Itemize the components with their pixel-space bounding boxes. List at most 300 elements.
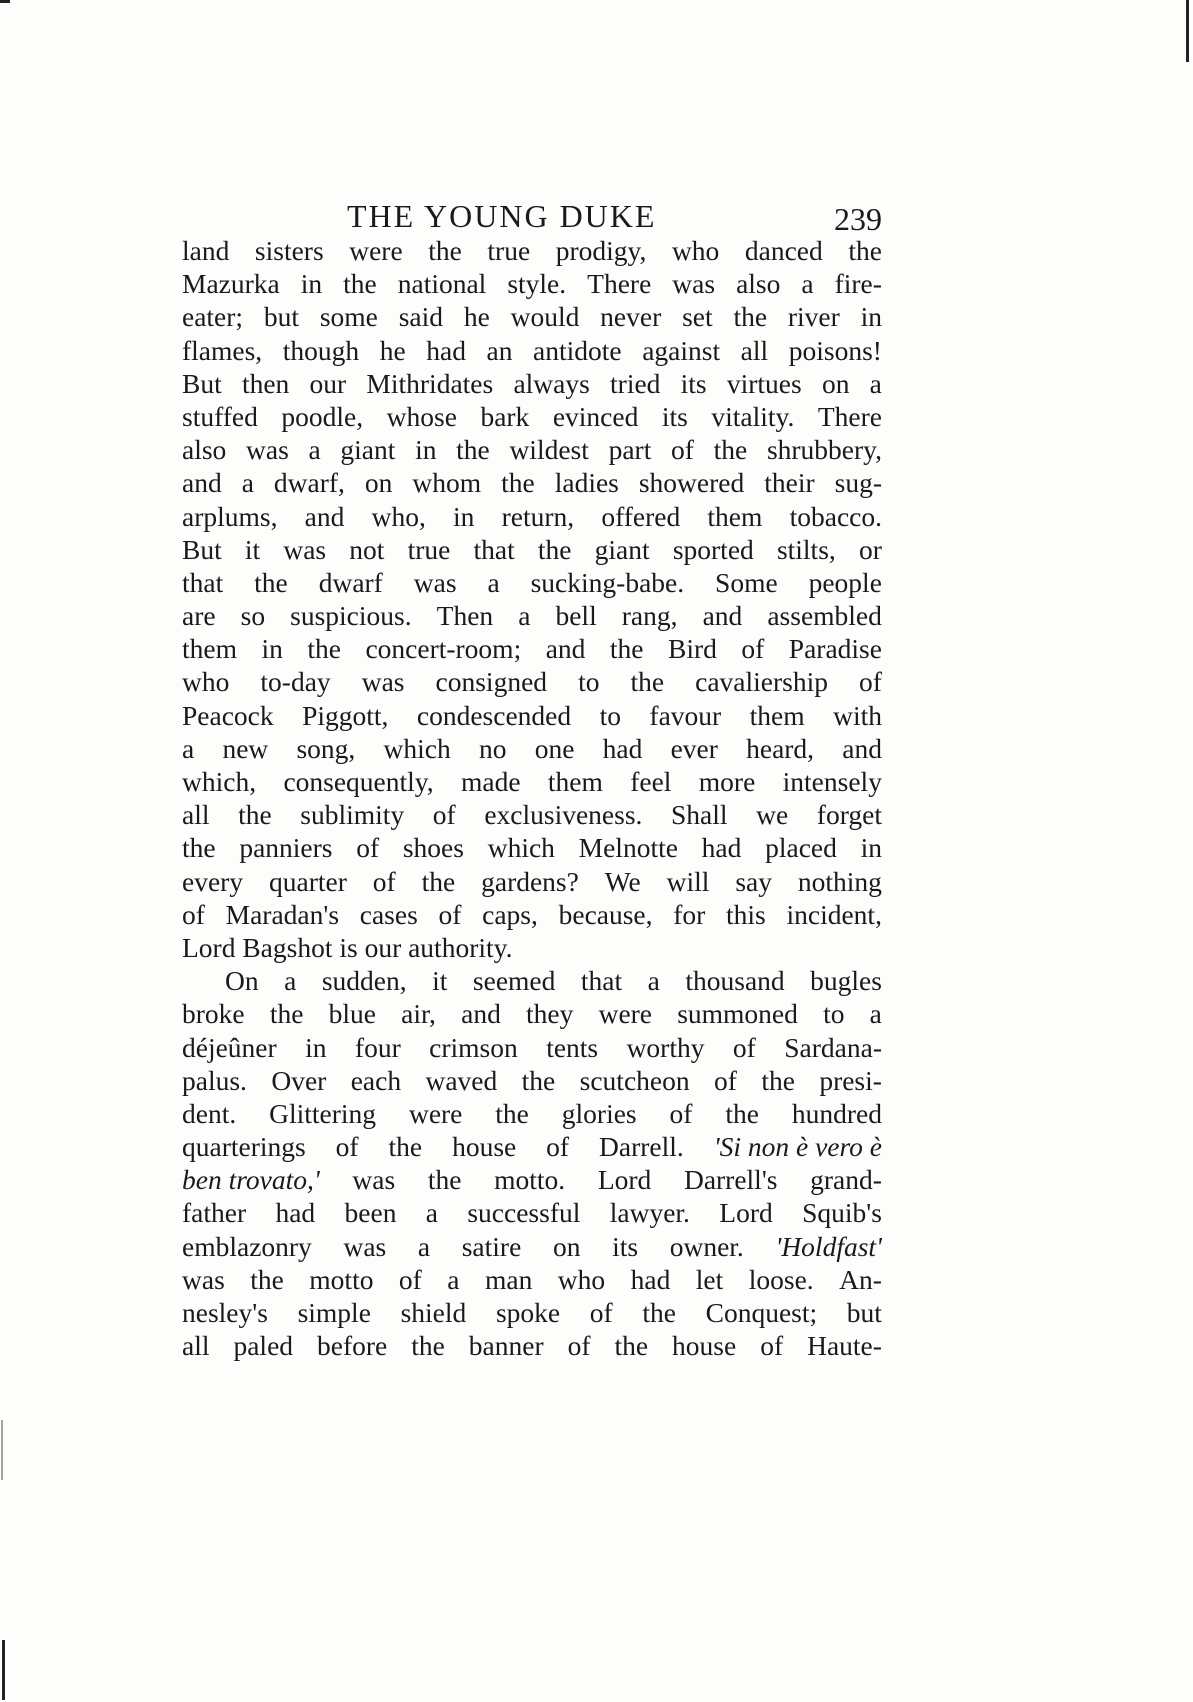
word: a <box>241 467 254 499</box>
word: river <box>787 301 840 333</box>
word: was <box>246 434 289 466</box>
word: which <box>383 732 451 764</box>
word: loose. <box>748 1263 814 1295</box>
text-line <box>182 732 882 765</box>
word: Paradise <box>788 633 882 665</box>
word: the <box>269 998 304 1030</box>
word: of <box>714 1064 737 1096</box>
word: which <box>487 832 555 864</box>
word: Conquest; <box>705 1297 818 1328</box>
word: was <box>352 1164 396 1196</box>
word: true <box>407 533 451 565</box>
word: thousand <box>685 965 785 997</box>
word: the <box>254 566 288 598</box>
word: on <box>364 467 393 499</box>
word: Glittering <box>269 1097 377 1129</box>
word: house <box>672 1330 737 1362</box>
word: the <box>427 1164 462 1196</box>
word: each <box>350 1064 402 1096</box>
word: say <box>735 865 772 897</box>
word: Darrell. <box>599 1131 684 1163</box>
word: one <box>534 732 575 764</box>
word: so <box>240 600 266 632</box>
word: were <box>598 998 653 1030</box>
word: of <box>669 1097 693 1129</box>
text-line <box>182 997 882 1030</box>
word: and <box>182 467 222 499</box>
word: and <box>304 500 345 532</box>
word: had <box>426 334 466 366</box>
text-line <box>182 1196 882 1229</box>
text-line <box>182 267 882 300</box>
word: shoes <box>402 832 464 864</box>
word: forget <box>816 799 882 831</box>
word: was <box>182 1263 225 1295</box>
text-line <box>182 433 882 466</box>
word: crimson <box>429 1031 518 1063</box>
word: tents <box>546 1031 599 1063</box>
word: sucking-babe. <box>530 566 685 598</box>
word: worthy <box>626 1031 705 1063</box>
word: had <box>701 832 742 864</box>
word: that <box>473 533 515 565</box>
word: motto. <box>494 1164 566 1196</box>
word: evinced <box>552 400 639 432</box>
word: of <box>432 799 456 831</box>
word: of <box>671 434 694 466</box>
word: a <box>425 1197 439 1229</box>
word: a <box>308 434 321 466</box>
word: Maradan's <box>225 898 340 930</box>
text-line <box>182 1064 882 1097</box>
word: this <box>726 898 766 930</box>
word: poodle, <box>281 400 364 432</box>
word: incident, <box>786 898 882 930</box>
word: condescended <box>416 699 572 731</box>
word: which, <box>182 766 257 797</box>
word: antidote <box>533 334 622 366</box>
word: them <box>749 699 805 731</box>
word: a <box>182 732 195 764</box>
word: the <box>428 235 462 266</box>
word: a <box>487 566 500 598</box>
text-line <box>182 931 882 964</box>
word: An- <box>839 1263 882 1295</box>
word: sug- <box>834 467 882 499</box>
word: arplums, <box>182 500 278 532</box>
word: the <box>421 865 456 897</box>
text-line <box>182 334 882 367</box>
word: would <box>510 301 580 333</box>
word: also <box>182 434 227 466</box>
word: the <box>182 832 216 864</box>
word: Squib's <box>802 1197 882 1229</box>
word: but <box>846 1297 882 1328</box>
text-line <box>182 1163 882 1196</box>
word: Peacock <box>182 699 274 731</box>
text-line <box>182 1329 882 1362</box>
text-line <box>182 533 882 566</box>
word: then <box>241 367 290 399</box>
word: the <box>250 1263 284 1295</box>
word: them <box>182 633 237 665</box>
word: simple <box>297 1297 371 1328</box>
word: a <box>869 367 882 399</box>
word: no <box>478 732 507 764</box>
word: always <box>513 367 590 399</box>
text-line <box>182 1263 882 1296</box>
word: he <box>463 301 490 333</box>
word: déjeûner <box>182 1031 277 1063</box>
word: of <box>438 898 462 930</box>
word: four <box>354 1031 401 1063</box>
word: tobacco. <box>789 500 882 532</box>
word: and <box>545 633 586 665</box>
word: dent. <box>182 1097 237 1129</box>
word: of <box>546 1131 570 1163</box>
word: fire- <box>834 268 882 300</box>
word: the <box>725 1097 759 1129</box>
word: let <box>695 1263 724 1295</box>
text-line <box>182 1296 882 1329</box>
word: panniers <box>239 832 333 864</box>
word: in <box>415 434 437 466</box>
word: hundred <box>791 1097 882 1129</box>
word: all <box>182 1330 210 1362</box>
word: eater; <box>182 301 244 333</box>
text-line <box>182 798 882 831</box>
word: sublimity <box>300 799 405 831</box>
word: offered <box>601 500 681 532</box>
word: a <box>869 998 882 1030</box>
word: in <box>261 633 283 665</box>
text-line <box>182 1130 882 1163</box>
word: or <box>858 533 882 565</box>
word: was <box>283 533 327 565</box>
word: of <box>182 898 205 930</box>
text-line <box>182 234 882 267</box>
text-line <box>182 1230 882 1263</box>
word: the <box>761 1064 795 1096</box>
word: summoned <box>677 998 798 1030</box>
word: man <box>484 1263 533 1295</box>
word: vitality. <box>711 400 795 432</box>
word: We <box>604 865 641 897</box>
word: Sardana- <box>784 1031 882 1063</box>
word: the <box>642 1297 676 1328</box>
text-line <box>182 1031 882 1064</box>
word: of <box>398 1263 422 1295</box>
word: we <box>756 799 789 831</box>
word: them <box>547 766 603 797</box>
page-number: 239 <box>834 201 882 237</box>
word: had <box>275 1197 316 1229</box>
word: never <box>600 301 662 333</box>
word: with <box>833 699 882 731</box>
word: placed <box>765 832 837 864</box>
word: part <box>608 434 652 466</box>
word: land <box>182 235 230 266</box>
word: bell <box>555 600 597 632</box>
word: it <box>432 965 448 997</box>
word: who, <box>371 500 426 532</box>
text-line <box>182 1097 882 1130</box>
word: whose <box>386 400 457 432</box>
word: in <box>860 301 882 333</box>
word: ladies <box>554 467 619 499</box>
word: will <box>666 865 710 897</box>
word: Lord <box>719 1197 773 1229</box>
word: the <box>630 666 665 698</box>
word: exclusiveness. <box>484 799 643 831</box>
word: its <box>661 400 688 432</box>
word: true <box>487 235 531 266</box>
word: a <box>284 965 297 997</box>
word: song, <box>296 732 356 764</box>
word: he <box>379 334 406 366</box>
word: glories <box>561 1097 637 1129</box>
word: its <box>612 1230 639 1262</box>
word: seemed <box>472 965 556 997</box>
word: the <box>614 1330 649 1362</box>
word: sisters <box>254 235 324 266</box>
word: because, <box>558 898 653 930</box>
word: favour <box>649 699 722 731</box>
word: But <box>182 533 222 565</box>
word: the <box>495 1097 529 1129</box>
word: the <box>733 301 768 333</box>
text-line <box>182 765 882 798</box>
word: Darrell's <box>683 1164 778 1196</box>
word: But <box>182 367 222 399</box>
word: of <box>589 1297 613 1328</box>
word: of <box>859 666 882 698</box>
word: the <box>343 268 377 300</box>
word: stilts, <box>776 533 836 565</box>
word: the <box>848 235 882 266</box>
word: its <box>680 367 707 399</box>
word: an <box>486 334 513 366</box>
word: the <box>411 1330 445 1362</box>
word: a <box>447 1263 460 1295</box>
word: the <box>609 633 644 665</box>
word: stuffed <box>182 400 258 432</box>
word: shield <box>400 1297 467 1328</box>
word: caps, <box>482 898 538 930</box>
word: bark <box>480 400 530 432</box>
word: shrubbery, <box>766 434 882 466</box>
word: Piggott, <box>302 699 389 731</box>
word: tried <box>610 367 661 399</box>
word: to <box>823 998 845 1030</box>
word: to-day <box>260 666 331 698</box>
word: waved <box>425 1064 498 1096</box>
word: on <box>552 1230 581 1262</box>
word: bugles <box>810 965 882 997</box>
word: was <box>361 666 405 698</box>
word: was <box>343 1230 387 1262</box>
word: showered <box>638 467 745 499</box>
word: new <box>222 732 269 764</box>
word: giant <box>340 434 396 466</box>
word: giant <box>594 533 650 565</box>
scan-edge-mark <box>2 1640 5 1700</box>
text-line <box>182 964 882 997</box>
word: a <box>417 1230 431 1262</box>
word: Melnotte <box>578 832 678 864</box>
word: been <box>344 1197 397 1229</box>
word: that <box>580 965 623 997</box>
word: it <box>244 533 261 565</box>
text-line <box>182 898 882 931</box>
word: are <box>182 600 216 632</box>
word: successful <box>467 1197 581 1229</box>
word: whom <box>412 467 482 499</box>
word: the <box>537 533 572 565</box>
word: people <box>808 566 882 598</box>
running-head <box>182 198 882 238</box>
word: style. <box>507 268 567 300</box>
word: Bird <box>668 633 717 665</box>
word: satire <box>461 1230 522 1262</box>
word: all <box>182 799 210 831</box>
word: to <box>578 666 600 698</box>
word: though <box>282 334 360 366</box>
word: in <box>305 1031 327 1063</box>
word: before <box>317 1330 388 1362</box>
word: was <box>672 268 716 300</box>
word: of <box>732 1031 756 1063</box>
text-line <box>182 865 882 898</box>
word: prodigy, <box>555 235 647 266</box>
word: Over <box>271 1064 327 1096</box>
text-line <box>182 699 882 732</box>
word: their <box>764 467 815 499</box>
word: There <box>817 400 882 432</box>
word: not <box>349 533 385 565</box>
word: 'Si non è vero è <box>713 1131 882 1163</box>
word: ever <box>670 732 718 764</box>
text-line <box>182 632 882 665</box>
word: more <box>698 766 756 797</box>
word: danced <box>744 235 823 266</box>
word: cases <box>359 898 418 930</box>
word: emblazonry <box>182 1230 312 1262</box>
word: but <box>263 301 300 333</box>
word: paled <box>233 1330 294 1362</box>
word: intensely <box>782 766 882 797</box>
word: all <box>740 334 769 366</box>
word: made <box>460 766 521 797</box>
word: Then <box>436 600 494 632</box>
word: broke <box>182 998 245 1030</box>
word: that <box>182 566 224 598</box>
word: banner <box>468 1330 544 1362</box>
text-line <box>182 831 882 864</box>
word: suspicious. <box>290 600 412 632</box>
word: motto <box>309 1263 374 1295</box>
text-run: Lord Bagshot is our authority. <box>182 931 513 963</box>
word: lawyer. <box>609 1197 690 1229</box>
word: assembled <box>767 600 882 632</box>
word: the <box>456 434 490 466</box>
word: of <box>335 1131 359 1163</box>
word: ben trovato,' <box>182 1164 320 1196</box>
word: the <box>238 799 272 831</box>
word: palus. <box>182 1064 247 1096</box>
word: every <box>182 865 244 897</box>
word: dwarf, <box>273 467 345 499</box>
word: of <box>567 1330 591 1362</box>
word: set <box>682 301 713 333</box>
text-line <box>182 500 882 533</box>
word: Lord <box>597 1164 652 1196</box>
scan-edge-mark <box>1186 0 1189 62</box>
word: were <box>349 235 403 266</box>
word: the <box>307 633 341 665</box>
word: a <box>647 965 660 997</box>
word: for <box>673 898 706 930</box>
word: 'Holdfast' <box>775 1230 882 1262</box>
word: and <box>842 732 882 764</box>
word: the <box>713 434 748 466</box>
text-line <box>182 466 882 499</box>
word: who <box>182 666 230 698</box>
word: had <box>602 732 643 764</box>
scan-edge-mark <box>1 1420 3 1480</box>
word: of <box>356 832 380 864</box>
word: they <box>526 998 574 1030</box>
word: and <box>702 600 743 632</box>
word: the <box>388 1131 423 1163</box>
word: on <box>821 367 850 399</box>
word: of <box>760 1330 784 1362</box>
word: and <box>461 998 501 1030</box>
word: air, <box>401 998 436 1030</box>
word: were <box>408 1097 463 1129</box>
word: dwarf <box>318 566 383 598</box>
word: said <box>398 301 444 333</box>
word: to <box>599 699 621 731</box>
word: a <box>518 600 531 632</box>
text-line <box>182 400 882 433</box>
word: wildest <box>509 434 589 466</box>
word: quarterings <box>182 1131 306 1163</box>
word: national <box>397 268 487 300</box>
word: spoke <box>495 1297 561 1328</box>
word: the <box>501 467 535 499</box>
word: them <box>707 500 763 532</box>
body-text <box>182 234 882 1362</box>
word: There <box>587 268 652 300</box>
word: some <box>319 301 378 333</box>
running-title: THE YOUNG DUKE <box>347 198 657 234</box>
word: of <box>741 633 765 665</box>
word: in <box>300 268 323 300</box>
word: Some <box>715 566 778 598</box>
word: poisons! <box>788 334 882 366</box>
word: consequently, <box>283 766 434 797</box>
word: blue <box>328 998 376 1030</box>
word: in <box>453 500 475 532</box>
word: Shall <box>671 799 728 831</box>
word: also <box>736 268 781 300</box>
word: cavaliership <box>695 666 828 698</box>
word: return, <box>501 500 575 532</box>
word: sported <box>672 533 754 565</box>
word: Mithridates <box>366 367 494 399</box>
word: of <box>372 865 396 897</box>
